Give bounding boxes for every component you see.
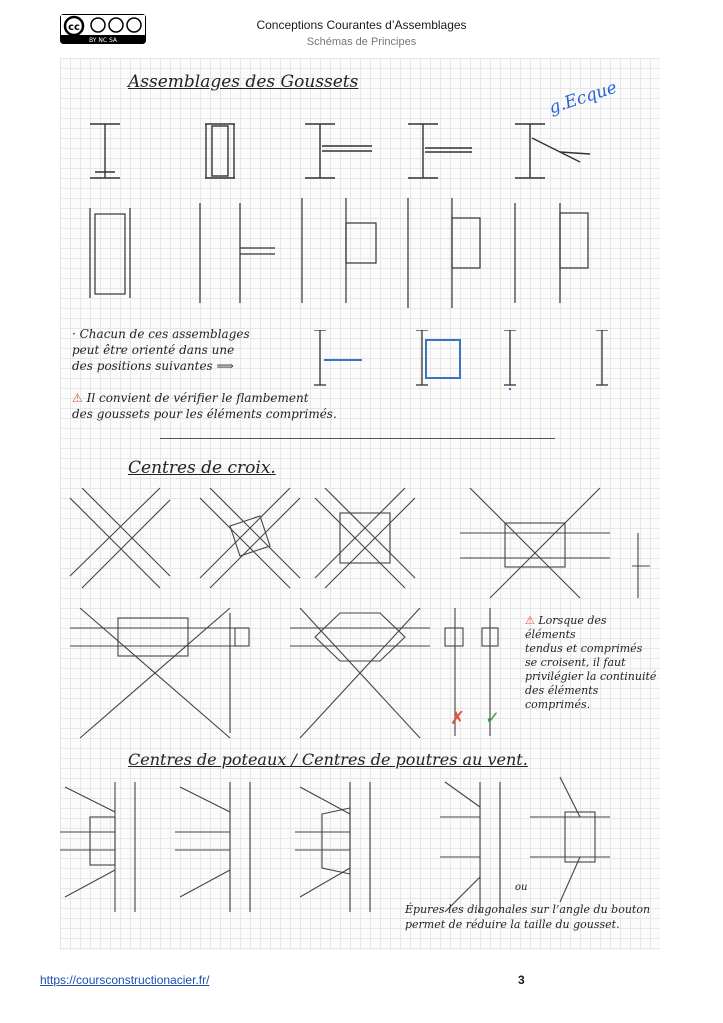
gusset-section-5 <box>515 124 590 178</box>
cross-sketch-1 <box>70 488 170 588</box>
page-number: 3 <box>518 973 525 987</box>
gusset-section-1 <box>90 124 120 178</box>
section-title-posts: Centres de poteaux / Centres de poutres au vent. <box>128 750 528 769</box>
cross-sketch-2 <box>200 488 300 588</box>
section-title-gussets: Assemblages des Goussets <box>128 72 359 92</box>
gusset-elevation-1 <box>90 208 130 298</box>
post-sketch-4 <box>440 782 500 912</box>
cross-profile-1 <box>632 533 650 598</box>
buckling-warning: ⚠ Il convient de vérifier le flambement des goussets pour les éléments comprimés. <box>72 391 337 421</box>
post-sketch-2 <box>175 782 250 912</box>
gusset-elevation-sketches <box>60 198 660 308</box>
cross-sketch-4 <box>460 488 610 598</box>
post-sketch-3 <box>295 782 370 912</box>
good-choice-mark: ✓ <box>485 708 501 729</box>
sketch-sheet <box>60 58 660 950</box>
post-sketch-5 <box>530 777 610 902</box>
bad-choice-mark: ✗ <box>450 708 466 729</box>
cross-sketch-6 <box>290 608 430 738</box>
gusset-elevation-4 <box>408 198 480 308</box>
section-divider <box>160 438 555 439</box>
gusset-section-4 <box>408 124 472 178</box>
diagonal-note: Épures les diagonales sur l’angle du bouton permet de réduire la taille du gousset. <box>405 903 651 931</box>
svg-text:cc: cc <box>68 22 80 33</box>
warning-icon: ⚠ <box>72 391 83 405</box>
cross-sketch-3 <box>315 488 415 588</box>
gusset-section-3 <box>305 124 372 178</box>
gusset-elevation-5 <box>515 203 588 303</box>
svg-text:BY NC SA: BY NC SA <box>89 37 117 44</box>
gusset-section-sketches <box>60 116 660 196</box>
cross-sketch-5 <box>70 608 240 738</box>
document-subtitle: Schémas de Principes <box>306 36 417 48</box>
orientation-sketches <box>310 330 610 390</box>
orientation-note: · Chacun de ces assemblages peut être orienté dans une des positions suivantes ⟹ <box>72 327 250 373</box>
author-signature: g.Ecque <box>546 77 620 119</box>
gusset-section-2 <box>205 124 235 178</box>
website-link[interactable]: https://coursconstructionacier.fr/ <box>40 973 210 987</box>
section-title-crosses: Centres de croix. <box>128 458 276 478</box>
post-center-sketches <box>60 772 660 922</box>
gusset-elevation-2 <box>200 203 275 303</box>
continuity-warning: ⚠ Lorsque des éléments tendus et comprimés se croisent, il faut privilégier la continuité des éléments comprimés. <box>525 614 657 711</box>
post-sketch-1 <box>60 782 135 912</box>
cross-profile-2 <box>230 613 249 733</box>
document-title: Conceptions Courantes d’Assemblages <box>256 18 467 32</box>
or-label: ou <box>515 882 528 893</box>
warning-icon: ⚠ <box>525 614 535 627</box>
gusset-elevation-3 <box>302 198 376 303</box>
